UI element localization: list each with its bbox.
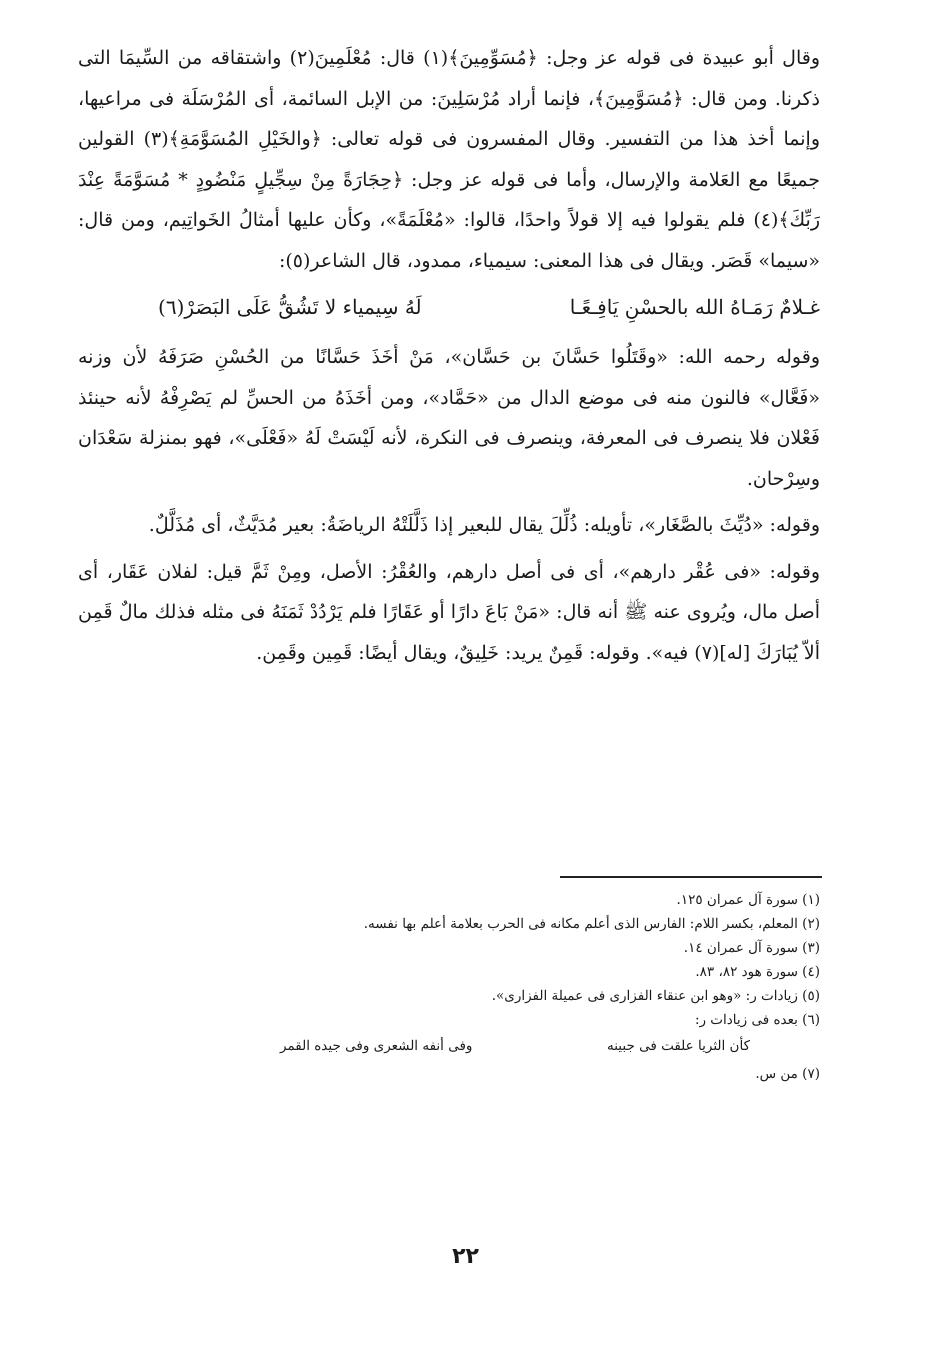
footnote-divider bbox=[560, 876, 822, 878]
footnote-6-verse bbox=[280, 1034, 820, 1058]
paragraph-2: وقوله رحمه الله: «وقَتَلُوا حَسَّانَ بن حَسَّان»، مَنْ أخَذَ حَسَّانًا من الحُسْنِ صَرَفَهُ لأن وزنه «فَعَّال» فالنون منه فى موضع الدال من «حَمَّاد»، ومن أخَذَهُ من الحسِّ لم يَصْرِفْهُ لأنه حينئذ فَعْلان فلا ينصرف فى المعرفة، وينصرف فى النكرة، لأنه لَيْسَتْ لَهُ «فَعْلَى»، فهو بمنزلة سَعْدَان وسِرْحان. bbox=[78, 346, 820, 490]
footnote-7: (٧) من س. bbox=[755, 1066, 820, 1082]
verse-second-hemistich: لَهُ سِيمياء لا تَشُقُّ عَلَى البَصَرْ(٦) bbox=[158, 295, 422, 319]
footnote-6: (٦) بعده فى زيادات ر: bbox=[694, 1012, 820, 1028]
footnote-verse-second: وفى أنفه الشعرى وفى جيده القمر bbox=[280, 1038, 473, 1054]
footnote-4: (٤) سورة هود ٨٢، ٨٣. bbox=[695, 964, 820, 980]
footnote-verse-first: كأن الثريا علقت فى جبينه bbox=[607, 1038, 750, 1054]
footnotes bbox=[200, 888, 820, 1086]
poetry-verse bbox=[78, 287, 820, 327]
footnote-5: (٥) زيادات ر: «وهو ابن عنقاء الفزارى فى عميلة الفزارى». bbox=[491, 988, 820, 1004]
paragraph-3: وقوله: «دُيِّثَ بالصَّغَار»، تأويله: ذُلِّلَ يقال للبعير إذا ذَلَّلَتْهُ الرياضَةُ: بعير مُدَيَّثٌ، أى مُذَلَّلٌ. bbox=[148, 514, 820, 536]
footnote-3: (٣) سورة آل عمران ١٤. bbox=[683, 940, 820, 956]
verse-first-hemistich: غـلامٌ رَمَـاهُ الله بالحسْنِ يَافِـعًـا bbox=[569, 295, 820, 319]
paragraph-4: وقوله: «فى عُقْر دارهم»، أى فى أصل دارهم، والعُقْرُ: الأصل، ومِنْ ثَمَّ قيل: لفلان عَقَار، أى أصل مال، ويُروى عنه ﷺ أنه قال: «مَنْ بَاعَ دارًا أو عَقَارًا فلم يَرْدُدْ ثَمَنَهُ فى مثله فذلك مالٌ قَمِن ألاّ يُبَارَكَ [له](٧) فيه». وقوله: قَمِنٌ يريد: خَلِيقٌ، ويقال أيضًا: قَمِين وقَمِن. bbox=[78, 560, 820, 664]
page-number: ٢٢ bbox=[452, 1244, 479, 1269]
footnote-2: (٢) المعلم، بكسر اللام: الفارس الذى أعلم مكانه فى الحرب بعلامة أعلم بها نفسه. bbox=[363, 916, 820, 932]
main-text bbox=[78, 38, 820, 679]
paragraph-1: وقال أبو عبيدة فى قوله عز وجل: ﴿مُسَوِّمِينَ﴾(١) قال: مُعْلَمِينَ(٢) واشتقاقه من السِّيمَا التى ذكرنا. ومن قال: ﴿مُسَوَّمِينَ﴾، فإنما أراد مُرْسَلِينَ: من الإبل السائمة، أى المُرْسَلَة فى مراعيها، وإنما أخذ هذا من التفسير. وقال المفسرون فى قوله تعالى: ﴿والخَيْلِ المُسَوَّمَةِ﴾(٣) القولين جميعًا مع العَلامة والإرسال، وأما فى قوله عز وجل: ﴿حِجَارَةً مِنْ سِجِّيلٍ مَنْضُودٍ * مُسَوَّمَةً عِنْدَ رَبِّكَ﴾(٤) فلم يقولوا فيه إلا قولاً واحدًا، قالوا: «مُعْلَمَةً»، وكأن عليها أمثالُ الخَواتِيم، ومن قال: «سيما» قَصَر. ويقال فى هذا المعنى: سيمياء، ممدود، قال الشاعر(٥): bbox=[78, 47, 820, 272]
footnote-1: (١) سورة آل عمران ١٢٥. bbox=[676, 892, 820, 908]
